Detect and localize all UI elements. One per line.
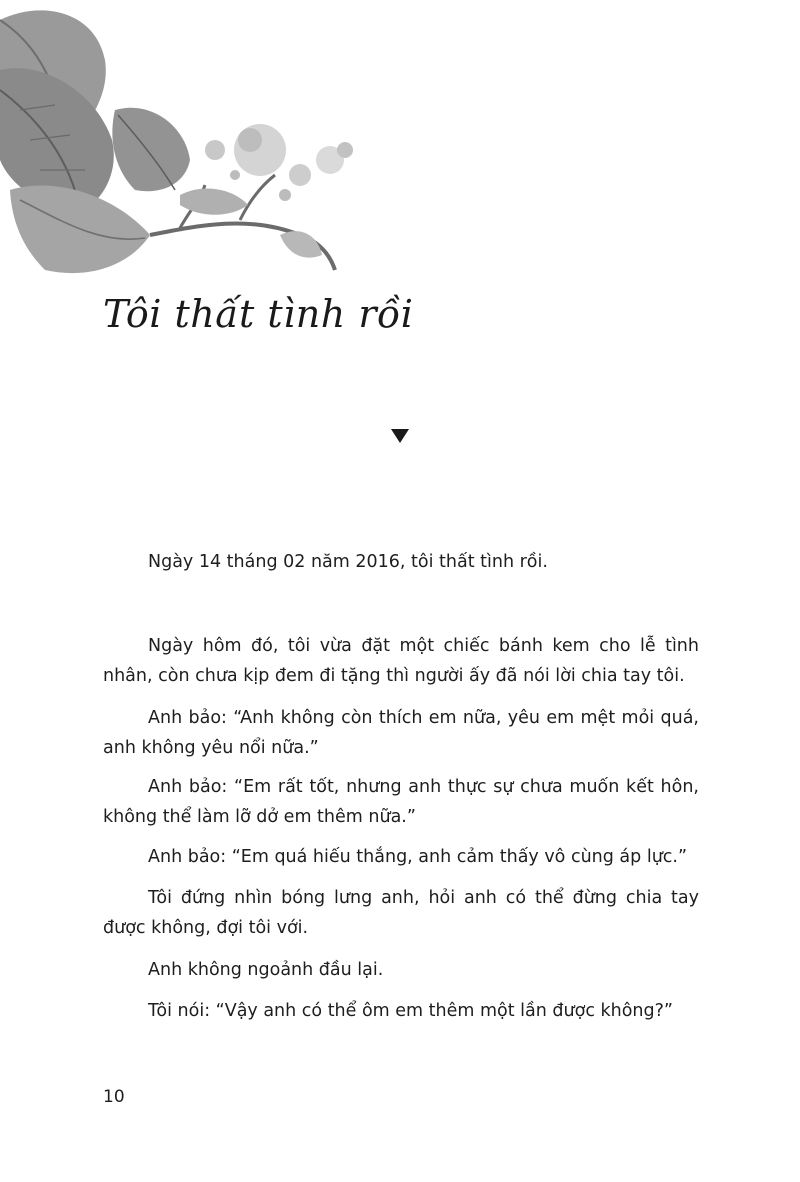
down-triangle-icon [391,429,409,443]
paragraph: Anh bảo: “Em rất tốt, nhưng anh thực sự chưa muốn kết hôn, không thể làm lỡ dở em thêm nữa.” [103,777,699,827]
leaves-and-flowers-illustration-icon [0,0,370,290]
page-number: 10 [103,1087,125,1107]
paragraph: Ngày 14 tháng 02 năm 2016, tôi thất tình rồi. [148,552,548,572]
paragraph: Ngày hôm đó, tôi vừa đặt một chiếc bánh kem cho lễ tình nhân, còn chưa kịp đem đi tặng thì người ấy đã nói lời chia tay tôi. [103,636,699,686]
paragraph: Anh bảo: “Anh không còn thích em nữa, yêu em mệt mỏi quá, anh không yêu nổi nữa.” [103,708,699,758]
paragraph: Tôi nói: “Vậy anh có thể ôm em thêm một lần được không?” [148,1001,673,1021]
paragraph: Tôi đứng nhìn bóng lưng anh, hỏi anh có thể đừng chia tay được không, đợi tôi với. [103,888,699,938]
chapter-title: Tôi thất tình rồi [103,292,414,336]
paragraph: Anh bảo: “Em quá hiếu thắng, anh cảm thấy vô cùng áp lực.” [148,847,688,867]
paragraph: Anh không ngoảnh đầu lại. [148,960,384,980]
